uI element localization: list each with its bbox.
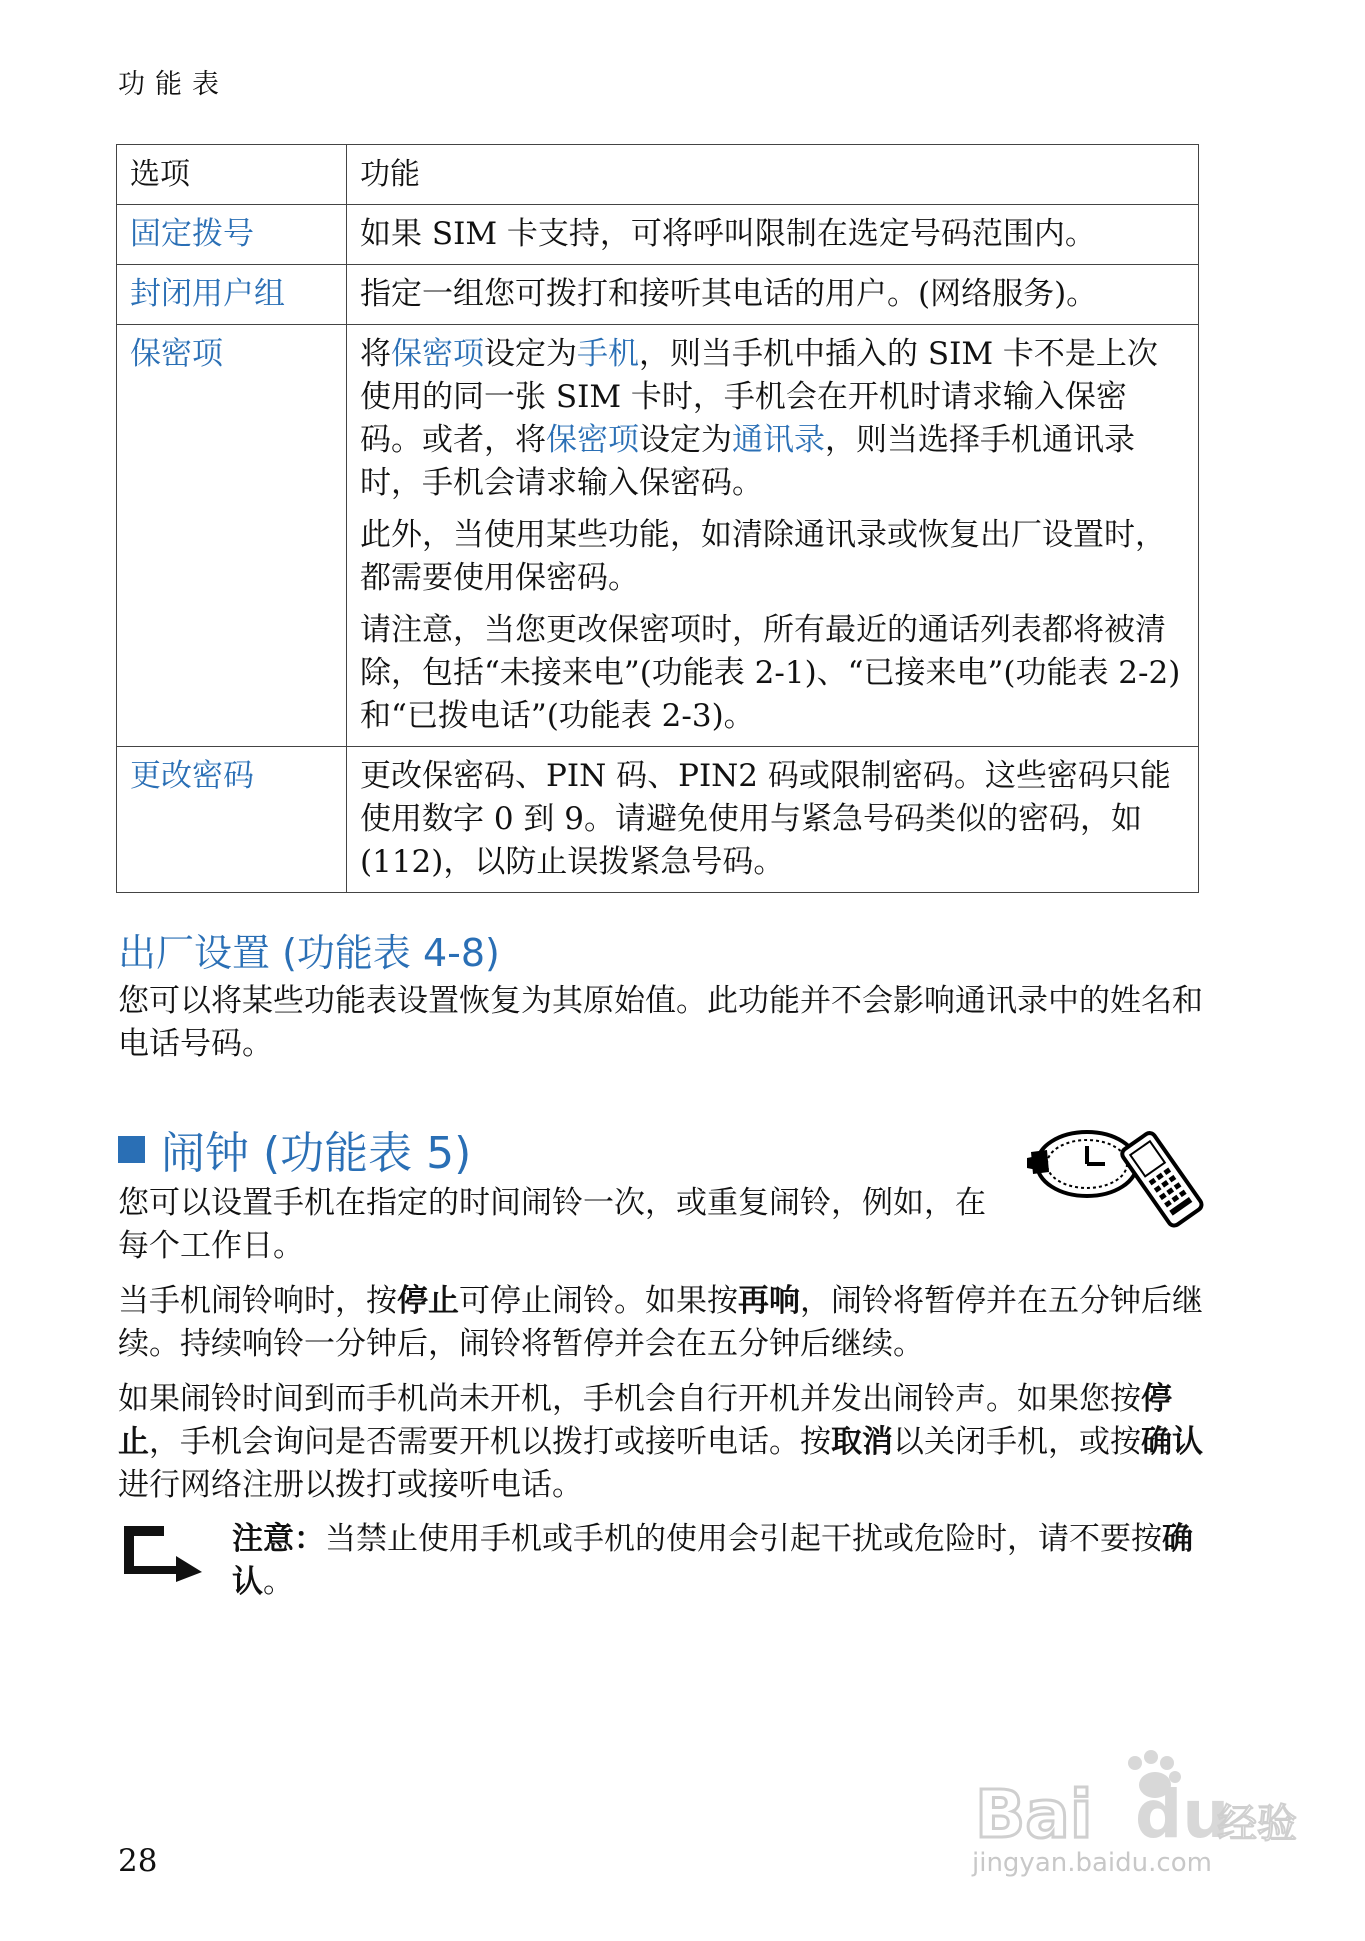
- option-desc: [347, 325, 1199, 747]
- options-table: [116, 144, 1199, 893]
- desc-text: 更改保密码、PIN 码、PIN2 码或限制密码。这些密码只能使用数字 0 到 9。请避免使用与紧急号码类似的密码，如 (112)，以防止误拨紧急号码。: [360, 758, 1171, 880]
- desc-text: 此外，当使用某些功能，如清除通讯录或恢复出厂设置时，都需要使用保密码。: [360, 517, 1166, 596]
- key-stop: 停止: [118, 1381, 1172, 1460]
- key-confirm: 确认: [232, 1521, 1193, 1600]
- alarm-para-2: [118, 1280, 1208, 1366]
- section-body: 您可以将某些功能表设置恢复为其原始值。此功能并不会影响通讯录中的姓名和电话号码。: [118, 983, 1203, 1062]
- baidu-watermark-logo: [975, 1745, 1305, 1845]
- page-header: 功能表: [118, 69, 229, 100]
- option-desc: [347, 747, 1199, 893]
- desc-para: [360, 609, 1185, 738]
- note-label: 注意：: [232, 1521, 325, 1557]
- option-name[interactable]: 固定拨号: [117, 205, 347, 265]
- option-name[interactable]: 保密项: [117, 325, 347, 747]
- desc-text: ，则当选择手机通讯录时，手机会请求输入保密码。: [360, 422, 1135, 501]
- note-hand-icon: [120, 1522, 206, 1584]
- desc-text: 设定为: [484, 336, 577, 372]
- para-text: 当手机闹铃响时，按: [118, 1283, 397, 1319]
- desc-text: ，则当手机中插入的 SIM 卡不是上次使用的同一张 SIM 卡时，手机会在开机时请求输入保密码。或者，将: [360, 336, 1158, 458]
- key-stop: 停止: [397, 1283, 459, 1319]
- term-link[interactable]: 保密项: [546, 422, 639, 458]
- table-row: [117, 205, 1199, 265]
- para-text: 以关闭手机，或按: [893, 1424, 1141, 1460]
- desc-para: [360, 333, 1185, 505]
- desc-text: 设定为: [639, 422, 732, 458]
- desc-text: 请注意，当您更改保密项时，所有最近的通话列表都将被清除，包括“未接来电”(功能表 2-1)、“已接来电”(功能表 2-2) 和“已拨电话”(功能表 2-3)。: [360, 612, 1181, 734]
- section-title-text: 闹钟 (功能表 5): [161, 1128, 472, 1179]
- watermark-url[interactable]: jingyan.baidu.com: [972, 1848, 1212, 1878]
- section-title-factory-settings: 出厂设置 (功能表 4-8): [118, 931, 500, 975]
- para-text: 可停止闹铃。如果按: [459, 1283, 738, 1319]
- key-snooze: 再响: [738, 1283, 800, 1319]
- table-header-row: [117, 145, 1199, 205]
- option-desc: [347, 205, 1199, 265]
- desc-text: 如果 SIM 卡支持，可将呼叫限制在选定号码范围内。: [360, 216, 1096, 252]
- term-link[interactable]: 通讯录: [732, 422, 825, 458]
- desc-text: 指定一组您可拨打和接听其电话的用户。(网络服务)。: [360, 276, 1098, 312]
- option-name[interactable]: 封闭用户组: [117, 265, 347, 325]
- note-body: 当禁止使用手机或手机的使用会引起干扰或危险时，请不要按: [325, 1521, 1162, 1557]
- section-title-alarm: [118, 1117, 471, 1181]
- desc-text: 将: [360, 336, 391, 372]
- alarm-clock-phone-icon: [1025, 1122, 1220, 1232]
- note-text: [232, 1518, 1222, 1604]
- para-text: 进行网络注册以拨打或接听电话。: [118, 1467, 583, 1503]
- term-link[interactable]: 保密项: [391, 336, 484, 372]
- svg-text:经验: 经验: [1217, 1801, 1297, 1845]
- table-row: [117, 747, 1199, 893]
- svg-text:du: du: [1135, 1776, 1230, 1845]
- alarm-para-3: [118, 1378, 1208, 1507]
- table-row: [117, 325, 1199, 747]
- para-text: ，闹铃将暂停并在五分钟后继续。持续响铃一分钟后，闹铃将暂停并会在五分钟后继续。: [118, 1283, 1203, 1362]
- page-number: 28: [118, 1843, 158, 1879]
- svg-text:Bai: Bai: [975, 1776, 1093, 1845]
- para-text: 如果闹铃时间到而手机尚未开机，手机会自行开机并发出闹铃声。如果您按: [118, 1381, 1141, 1417]
- key-cancel: 取消: [831, 1424, 893, 1460]
- header-option: 选项: [117, 145, 347, 205]
- alarm-para-1: 您可以设置手机在指定的时间闹铃一次，或重复闹铃，例如，在每个工作日。: [118, 1185, 986, 1264]
- option-desc: [347, 265, 1199, 325]
- table-row: [117, 265, 1199, 325]
- section-bullet-icon: [118, 1136, 145, 1163]
- desc-para: [360, 514, 1185, 600]
- option-name[interactable]: 更改密码: [117, 747, 347, 893]
- header-function: 功能: [347, 145, 1199, 205]
- key-confirm: 确认: [1141, 1424, 1203, 1460]
- term-link[interactable]: 手机: [577, 336, 639, 372]
- para-text: ，手机会询问是否需要开机以拨打或接听电话。按: [149, 1424, 831, 1460]
- note-body: 。: [263, 1564, 294, 1600]
